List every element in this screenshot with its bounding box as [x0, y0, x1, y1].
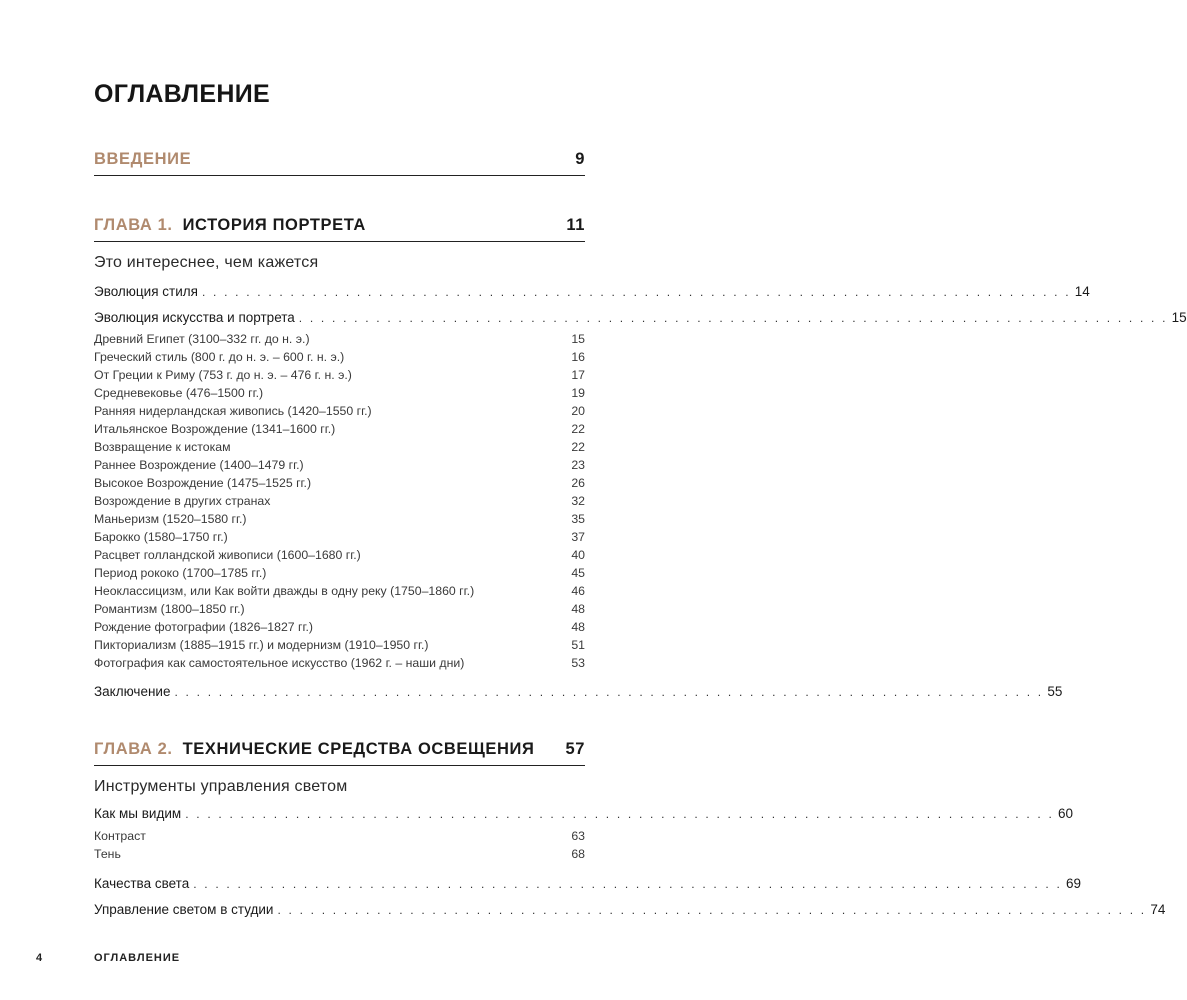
- toc-item[interactable]: [94, 422, 585, 436]
- toc-item[interactable]: [94, 847, 585, 861]
- toc-item-label: Контраст: [94, 829, 146, 843]
- toc-item[interactable]: [94, 548, 585, 562]
- chapter-1-heading[interactable]: [94, 216, 585, 242]
- toc-item-label: Возвращение к истокам: [94, 440, 231, 454]
- chapter-2-page: 57: [565, 740, 585, 758]
- toc-item-page: 26: [571, 476, 585, 490]
- chapter-1-label: ГЛАВА 1.: [94, 216, 173, 234]
- toc-item-page: 46: [571, 584, 585, 598]
- chapter-2-label: ГЛАВА 2.: [94, 740, 173, 758]
- toc-item-page: 23: [571, 458, 585, 472]
- toc-item[interactable]: [94, 440, 585, 454]
- toc-item[interactable]: [94, 476, 585, 490]
- toc-item-label: Маньеризм (1520–1580 гг.): [94, 512, 247, 526]
- toc-section-label: Как мы видим: [94, 806, 182, 821]
- leader-dots: . . . . . . . . . . . . . . . . . . . . . . . . . . . . . . . . . . . . . . . . . . . . . . . . . . . . . . . . . . . . . . . . . . . . . . . . . . . . . . .: [277, 903, 1147, 917]
- toc-item-label: Период рококо (1700–1785 гг.): [94, 566, 267, 580]
- toc-item[interactable]: [94, 656, 585, 670]
- intro-page: 9: [575, 150, 585, 168]
- toc-item-page: 22: [571, 440, 585, 454]
- intro-label: ВВЕДЕНИЕ: [94, 150, 192, 168]
- footer-running-title: ОГЛАВЛЕНИЕ: [94, 952, 181, 964]
- toc-item[interactable]: [94, 829, 585, 843]
- toc-section[interactable]: [94, 902, 1166, 917]
- toc-item-page: 53: [571, 656, 585, 670]
- chapter-2-heading[interactable]: [94, 740, 585, 766]
- toc-section-page: 14: [1074, 284, 1090, 299]
- toc-item-label: Расцвет голландской живописи (1600–1680 гг.): [94, 548, 361, 562]
- toc-item-label: Древний Египет (3100–332 гг. до н. э.): [94, 332, 310, 346]
- toc-section-label: Управление светом в студии: [94, 902, 274, 917]
- intro-heading: [94, 150, 585, 176]
- toc-item-page: 48: [571, 602, 585, 616]
- chapter-2: [94, 740, 1166, 930]
- toc-item[interactable]: [94, 458, 585, 472]
- toc-item[interactable]: [94, 494, 585, 508]
- toc-item[interactable]: [94, 404, 585, 418]
- chapter-1-subtitle: Это интереснее, чем кажется: [94, 254, 319, 271]
- toc-item[interactable]: [94, 530, 585, 544]
- toc-section-label: Качества света: [94, 876, 190, 891]
- toc-section-page: 60: [1058, 806, 1074, 821]
- toc-section-label: Заключение: [94, 684, 171, 699]
- toc-item-page: 35: [571, 512, 585, 526]
- toc-section[interactable]: [94, 806, 1074, 821]
- toc-item-label: Возрождение в других странах: [94, 494, 271, 508]
- toc-item[interactable]: [94, 620, 585, 634]
- toc-item-label: Пикториализм (1885–1915 гг.) и модернизм (1910–1950 гг.): [94, 638, 429, 652]
- intro-entry[interactable]: [94, 150, 585, 176]
- toc-item-label: Средневековье (476–1500 гг.): [94, 386, 264, 400]
- toc-item[interactable]: [94, 602, 585, 616]
- toc-item-page: 15: [571, 332, 585, 346]
- toc-item[interactable]: [94, 386, 585, 400]
- toc-item[interactable]: [94, 350, 585, 364]
- toc-item[interactable]: [94, 566, 585, 580]
- toc-item-page: 16: [571, 350, 585, 364]
- toc-item-page: 51: [571, 638, 585, 652]
- toc-item-label: Рождение фотографии (1826–1827 гг.): [94, 620, 314, 634]
- toc-section[interactable]: [94, 284, 1090, 299]
- toc-section-page: 69: [1066, 876, 1082, 891]
- toc-section[interactable]: [94, 876, 1082, 891]
- page-title: ОГЛАВЛЕНИЕ: [94, 80, 270, 108]
- footer-page-number: 4: [36, 952, 44, 964]
- toc-item-page: 45: [571, 566, 585, 580]
- chapter-2-title: ТЕХНИЧЕСКИЕ СРЕДСТВА ОСВЕЩЕНИЯ: [182, 740, 535, 758]
- leader-dots: . . . . . . . . . . . . . . . . . . . . . . . . . . . . . . . . . . . . . . . . . . . . . . . . . . . . . . . . . . . . . . . . . . . . . . . . . . . . . . .: [298, 311, 1168, 325]
- toc-item-label: Фотография как самостоятельное искусство (1962 г. – наши дни): [94, 656, 465, 670]
- toc-item-page: 32: [571, 494, 585, 508]
- toc-section[interactable]: [94, 310, 1187, 325]
- toc-item-label: От Греции к Риму (753 г. до н. э. – 476 г. н. э.): [94, 368, 352, 382]
- toc-item-label: Неоклассицизм, или Как войти дважды в одну реку (1750–1860 гг.): [94, 584, 475, 598]
- toc-item-page: 63: [571, 829, 585, 843]
- toc-item-label: Барокко (1580–1750 гг.): [94, 530, 228, 544]
- toc-item-page: 17: [571, 368, 585, 382]
- chapter-1-page: 11: [566, 216, 585, 234]
- toc-item[interactable]: [94, 512, 585, 526]
- toc-item-label: Греческий стиль (800 г. до н. э. – 600 г. н. э.): [94, 350, 345, 364]
- toc-item-page: 40: [571, 548, 585, 562]
- leader-dots: . . . . . . . . . . . . . . . . . . . . . . . . . . . . . . . . . . . . . . . . . . . . . . . . . . . . . . . . . . . . . . . . . . . . . . . . . . . . . . .: [174, 685, 1044, 699]
- leader-dots: . . . . . . . . . . . . . . . . . . . . . . . . . . . . . . . . . . . . . . . . . . . . . . . . . . . . . . . . . . . . . . . . . . . . . . . . . . . . . . .: [185, 807, 1055, 821]
- leader-dots: . . . . . . . . . . . . . . . . . . . . . . . . . . . . . . . . . . . . . . . . . . . . . . . . . . . . . . . . . . . . . . . . . . . . . . . . . . . . . . .: [193, 877, 1063, 891]
- toc-item[interactable]: [94, 638, 585, 652]
- toc-item-label: Ранняя нидерландская живопись (1420–1550 гг.): [94, 404, 372, 418]
- toc-item-page: 19: [571, 386, 585, 400]
- toc-item-page: 37: [571, 530, 585, 544]
- toc-item[interactable]: [94, 368, 585, 382]
- toc-section-label: Эволюция стиля: [94, 284, 198, 299]
- toc-item-page: 20: [571, 404, 585, 418]
- toc-section-label: Эволюция искусства и портрета: [94, 310, 295, 325]
- toc-item-page: 22: [571, 422, 585, 436]
- toc-section-page: 74: [1150, 902, 1166, 917]
- toc-item-page: 68: [571, 847, 585, 861]
- toc-item[interactable]: [94, 332, 585, 346]
- toc-item[interactable]: [94, 584, 585, 598]
- toc-item-page: 48: [571, 620, 585, 634]
- toc-item-label: Тень: [94, 847, 121, 861]
- toc-item-label: Высокое Возрождение (1475–1525 гг.): [94, 476, 312, 490]
- toc-section-page: 55: [1047, 684, 1063, 699]
- toc-section-page: 15: [1171, 310, 1187, 325]
- chapter-2-subtitle: Инструменты управления светом: [94, 778, 348, 795]
- toc-item-label: Итальянское Возрождение (1341–1600 гг.): [94, 422, 336, 436]
- toc-item-label: Раннее Возрождение (1400–1479 гг.): [94, 458, 304, 472]
- toc-item-label: Романтизм (1800–1850 гг.): [94, 602, 245, 616]
- chapter-1-title: ИСТОРИЯ ПОРТРЕТА: [182, 216, 366, 234]
- toc-section[interactable]: [94, 684, 1063, 699]
- chapter-1: [94, 216, 1187, 706]
- leader-dots: . . . . . . . . . . . . . . . . . . . . . . . . . . . . . . . . . . . . . . . . . . . . . . . . . . . . . . . . . . . . . . . . . . . . . . . . . . . . . . .: [201, 285, 1071, 299]
